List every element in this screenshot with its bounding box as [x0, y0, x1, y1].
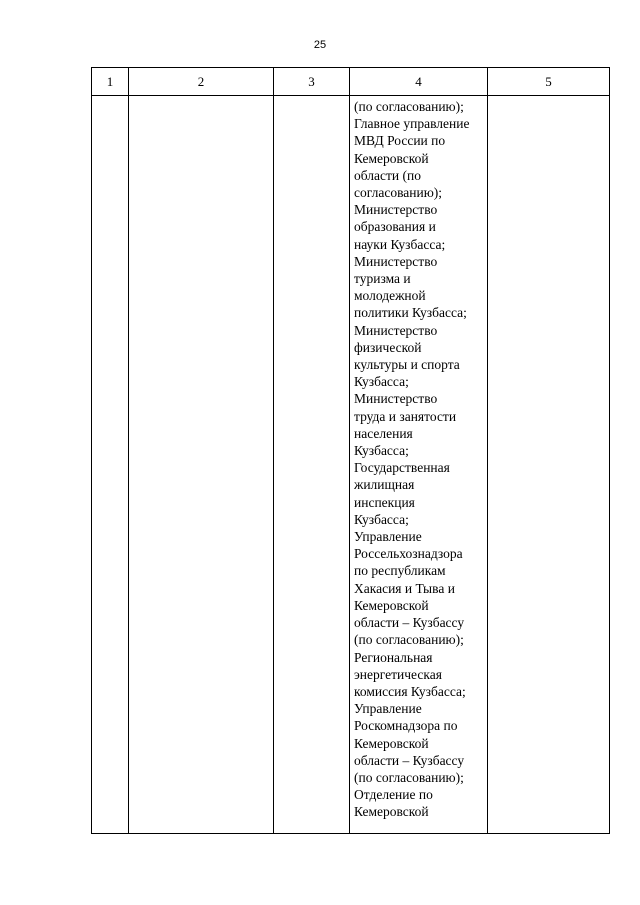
- cell-text-line: области (по: [354, 167, 421, 183]
- cell-col-3: [274, 96, 350, 834]
- cell-text-line: Кемеровской: [354, 804, 429, 820]
- cell-text-line: Министерство: [354, 202, 438, 218]
- cell-text-line: энергетическая: [354, 666, 442, 682]
- cell-text-line: (по согласованию);: [354, 99, 464, 114]
- cell-text-line: Министерство: [354, 253, 438, 269]
- column-header-3: 3: [274, 68, 350, 96]
- cell-text-line: области – Кузбассу: [354, 615, 465, 631]
- cell-text-line: (по согласованию);: [354, 632, 464, 648]
- cell-text-line: Государственная: [354, 460, 450, 476]
- cell-text-line: Региональная: [354, 649, 433, 665]
- cell-text-line: физической: [354, 339, 422, 355]
- cell-text-line: Кузбасса;: [354, 443, 409, 459]
- cell-text-line: Кемеровской: [354, 150, 429, 166]
- cell-text-line: молодежной: [354, 288, 426, 304]
- cell-text-line: туризма и: [354, 271, 411, 287]
- column-header-5: 5: [488, 68, 610, 96]
- column-header-2: 2: [129, 68, 274, 96]
- cell-text-line: Кузбасса;: [354, 511, 409, 527]
- cell-text-line: науки Кузбасса;: [354, 236, 446, 252]
- cell-text-line: (по согласованию);: [354, 769, 464, 785]
- cell-text-line: труда и занятости: [354, 408, 457, 424]
- cell-col-1: [92, 96, 129, 834]
- cell-text-line: Отделение по: [354, 787, 433, 803]
- cell-text-line: Министерство: [354, 322, 438, 338]
- cell-text-line: населения: [354, 425, 413, 441]
- cell-text-line: Кузбасса;: [354, 374, 409, 390]
- cell-text-line: согласованию);: [354, 185, 443, 201]
- document-table: [91, 67, 610, 834]
- cell-col-5: [488, 96, 610, 834]
- cell-text-line: Россельхознадзора: [354, 546, 463, 562]
- cell-col-4: [350, 96, 488, 834]
- cell-text-line: культуры и спорта: [354, 357, 460, 373]
- cell-text-line: Министерство: [354, 391, 438, 407]
- cell-text-line: жилищная: [354, 477, 415, 493]
- table-header-row: [92, 68, 610, 96]
- cell-text-line: МВД России по: [354, 133, 446, 149]
- column-header-1: 1: [92, 68, 129, 96]
- cell-text-line: Управление: [354, 701, 422, 717]
- cell-text-line: комиссия Кузбасса;: [354, 683, 466, 699]
- cell-text-line: Кемеровской: [354, 597, 429, 613]
- responsible-bodies-text: [350, 96, 487, 821]
- cell-text-line: области – Кузбассу: [354, 752, 465, 768]
- cell-text-line: по республикам: [354, 563, 446, 579]
- cell-text-line: инспекция: [354, 494, 415, 510]
- cell-text-line: Главное управление: [354, 116, 470, 132]
- cell-text-line: Роскомнадзора по: [354, 718, 458, 734]
- cell-col-2: [129, 96, 274, 834]
- page-number: 25: [313, 39, 327, 51]
- cell-text-line: Хакасия и Тыва и: [354, 580, 455, 596]
- cell-text-line: политики Кузбасса;: [354, 305, 467, 321]
- cell-text-line: образования и: [354, 219, 436, 235]
- cell-text-line: Кемеровской: [354, 735, 429, 751]
- cell-text-line: Управление: [354, 529, 422, 545]
- column-header-4: 4: [350, 68, 488, 96]
- table-row: [92, 96, 610, 834]
